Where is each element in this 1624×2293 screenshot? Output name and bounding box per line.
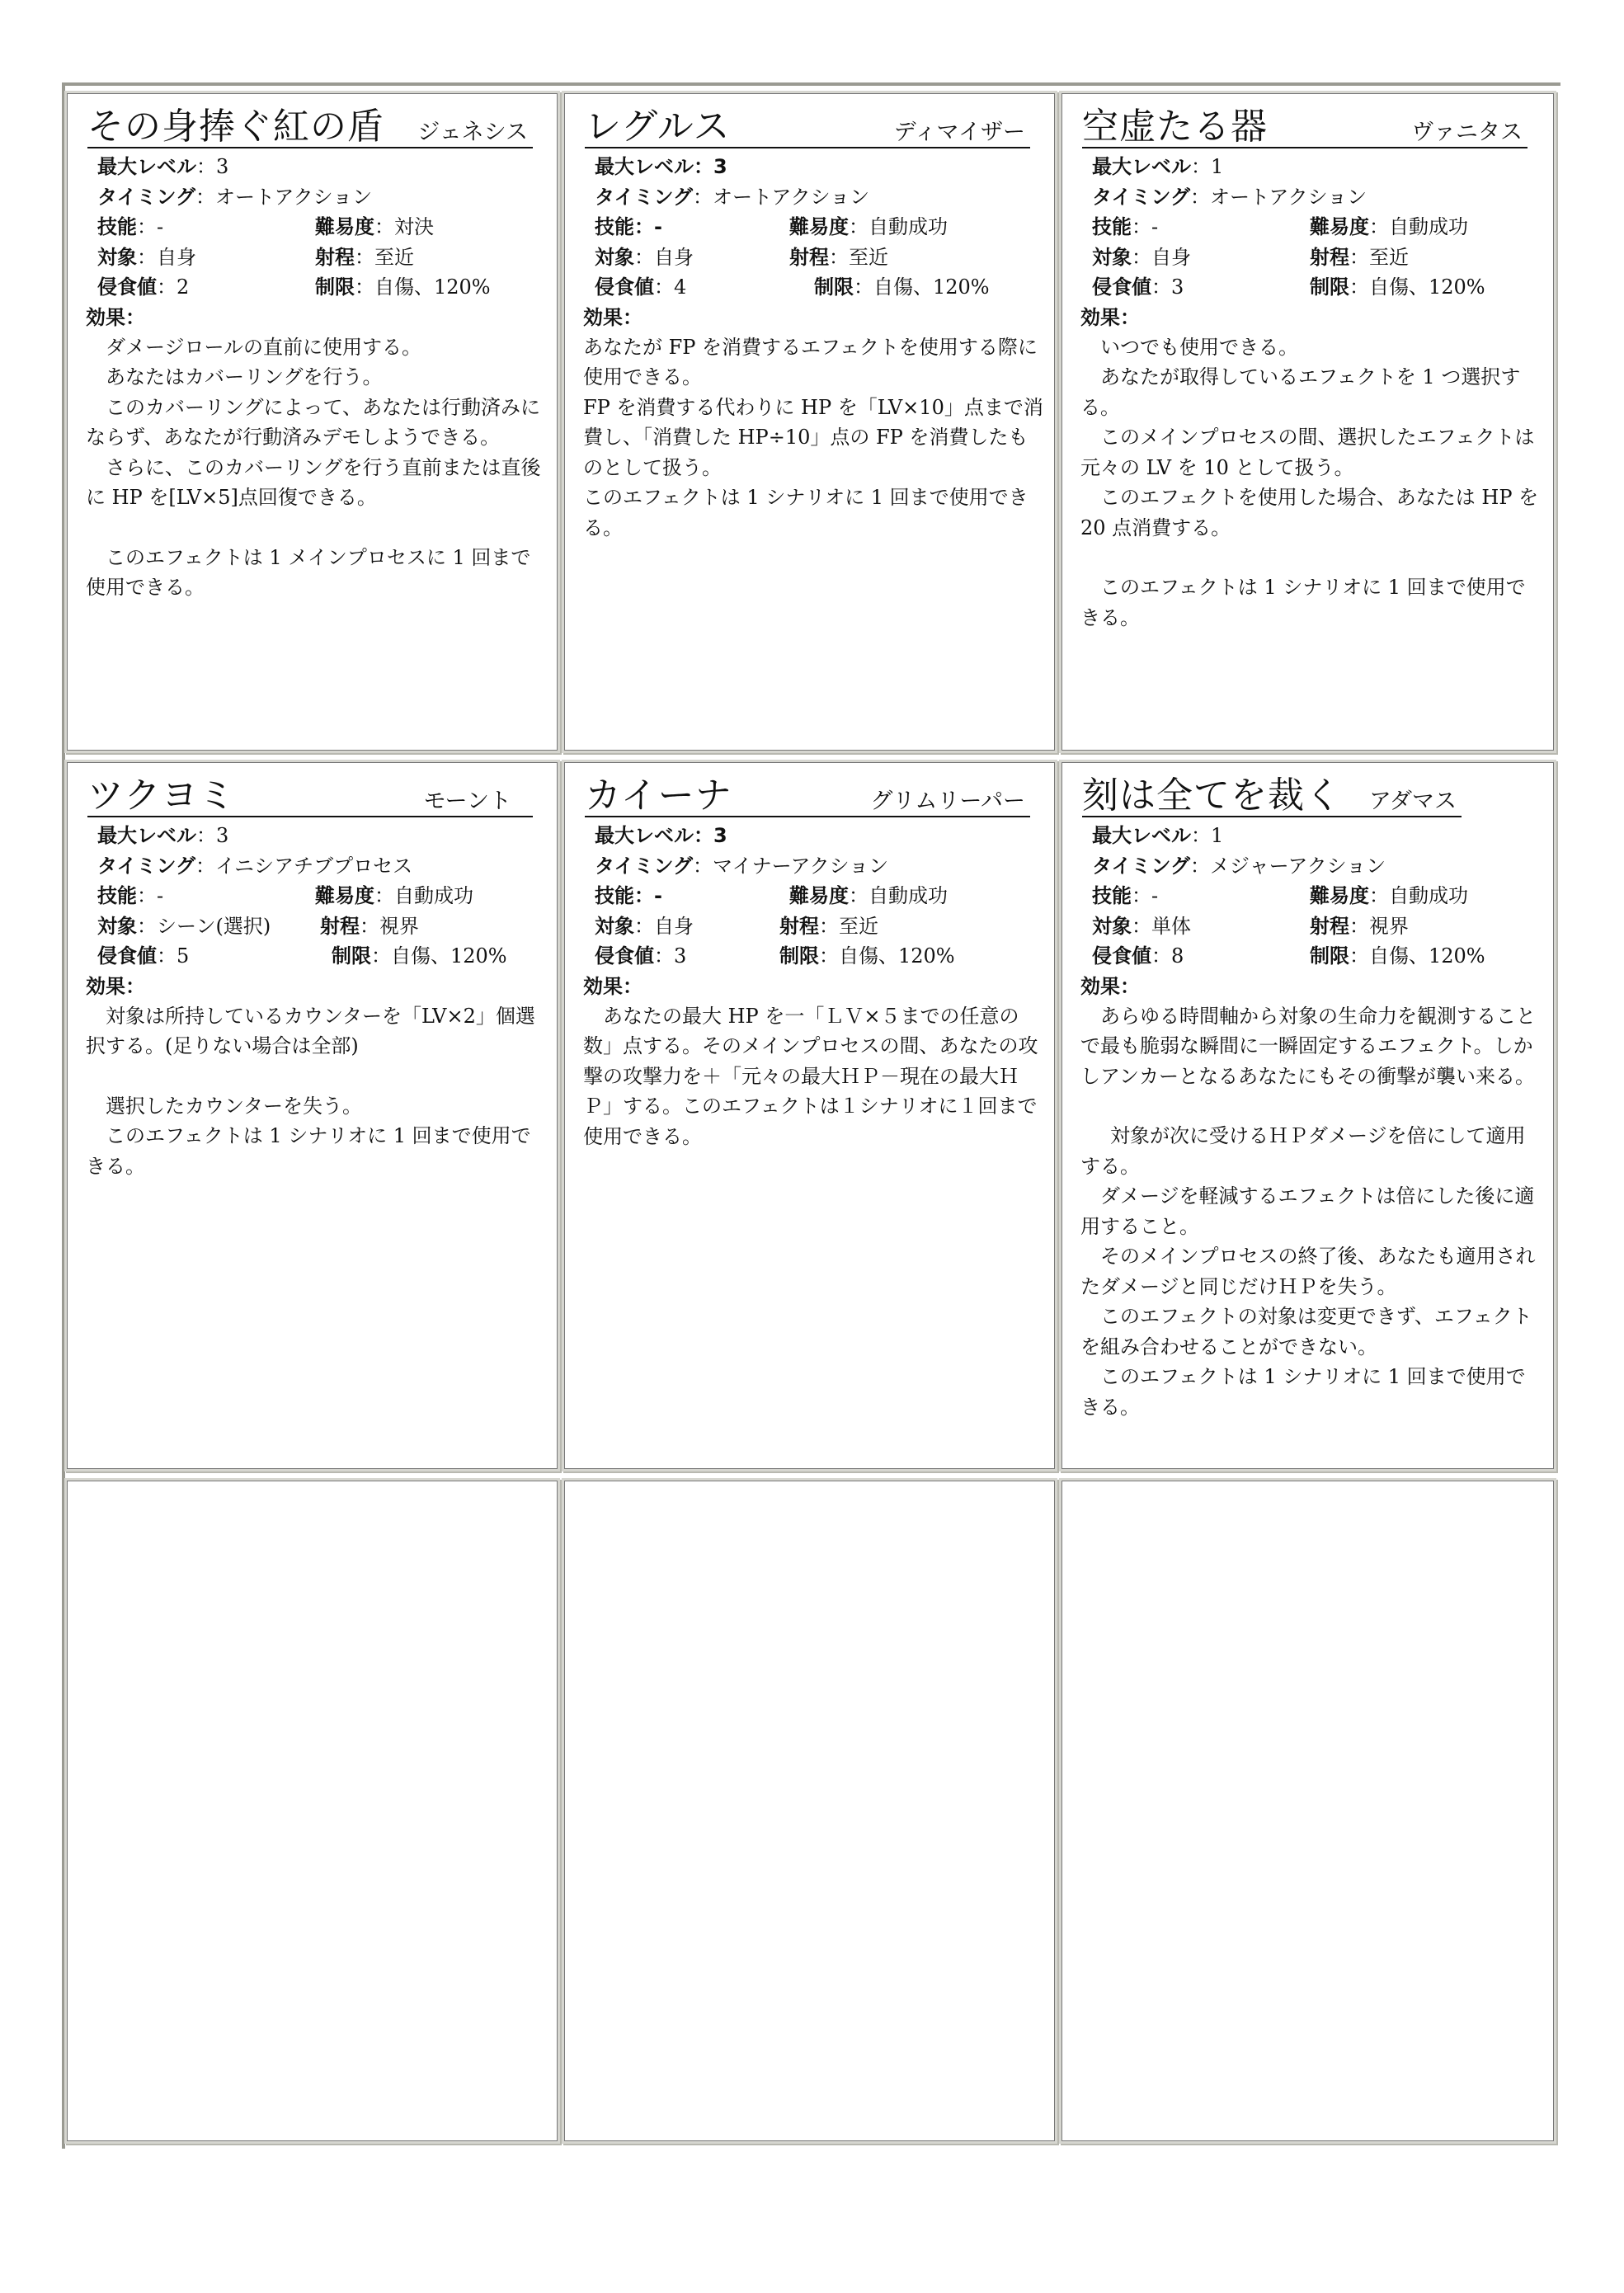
max-level-value: ：3 (196, 824, 229, 847)
skill-value: ：- (634, 884, 662, 907)
card-ruby: ヴァニタス (1411, 120, 1523, 145)
effect-paragraph: ダメージロールの直前に使用する。 (106, 335, 422, 359)
blank-card (1061, 1481, 1554, 2141)
card-stats (97, 821, 542, 972)
range-value: ：至近 (355, 245, 414, 269)
limit-label: 制限 (315, 275, 355, 299)
timing-value: ：イニシアチブプロセス (195, 854, 413, 878)
erosion-value: ：5 (157, 944, 190, 968)
max-level-label: 最大レベル (595, 155, 694, 178)
skill-label: 技能 (97, 215, 137, 238)
effect-paragraph: さらに、このカバーリングを行う直前または直後に HP を[LV×5]点回復できる。 (86, 455, 541, 509)
paragraph-gap (86, 1062, 548, 1091)
difficulty-label: 難易度 (315, 884, 374, 907)
effect-label: 効果： (86, 974, 145, 998)
card-ruby: ジェネシス (417, 120, 528, 145)
card-title-row (87, 106, 533, 148)
effect-paragraph: このエフェクトは 1 シナリオに 1 回まで使用できる。 (1080, 576, 1526, 629)
difficulty-label: 難易度 (789, 215, 849, 238)
max-level-label: 最大レベル (1092, 824, 1191, 847)
target-value: ：自身 (1132, 245, 1191, 269)
erosion-label: 侵食値 (1092, 944, 1151, 968)
max-level-label: 最大レベル (595, 824, 694, 847)
limit-value: ：自傷、120% (1349, 944, 1485, 968)
erosion-label: 侵食値 (595, 275, 654, 299)
skill-label: 技能 (1092, 215, 1132, 238)
effect-label: 効果： (583, 974, 643, 998)
card-stats (97, 152, 542, 303)
target-value: ：シーン(選択) (137, 914, 271, 938)
target-value: ：自身 (634, 245, 694, 269)
difficulty-value: ：自動成功 (849, 215, 948, 238)
target-value: ：自身 (634, 914, 694, 938)
limit-value: ：自傷、120% (1349, 275, 1485, 299)
range-label: 射程 (1310, 245, 1349, 269)
range-label: 射程 (1310, 914, 1349, 938)
target-label: 対象 (595, 914, 634, 938)
effect-text (86, 1001, 548, 1182)
max-level-label: 最大レベル (1092, 155, 1191, 178)
limit-label: 制限 (1310, 275, 1349, 299)
difficulty-label: 難易度 (1310, 215, 1369, 238)
timing-label: タイミング (1092, 185, 1191, 209)
effect-paragraph: いつでも使用できる。 (1100, 335, 1298, 359)
effect-paragraph: このカバーリングによって、あなたは行動済みにならず、あなたが行動済みデモしようできる。 (86, 395, 541, 449)
effect-paragraph: そのメインプロセスの終了後、あなたも適用されたダメージと同じだけＨＰを失う。 (1080, 1245, 1536, 1298)
limit-value: ：自傷、120% (371, 944, 507, 968)
target-label: 対象 (595, 245, 634, 269)
effect-text (583, 332, 1045, 544)
card-ruby: アダマス (1368, 789, 1457, 814)
card-title-row (1082, 775, 1462, 817)
paragraph-gap (1080, 1091, 1542, 1121)
timing-value: ：オートアクション (195, 185, 373, 209)
effect-card-3 (1061, 93, 1554, 751)
timing-value: ：オートアクション (1190, 185, 1367, 209)
skill-value: ：- (1132, 884, 1159, 907)
effect-text (1080, 332, 1542, 633)
card-ruby: グリムリーパー (870, 789, 1025, 814)
skill-value: ：- (1132, 215, 1159, 238)
range-label: 射程 (315, 245, 355, 269)
max-level-label: 最大レベル (97, 155, 196, 178)
timing-value: ：メジャーアクション (1190, 854, 1386, 878)
skill-value: ：- (137, 884, 164, 907)
difficulty-label: 難易度 (1310, 884, 1369, 907)
effect-paragraph: このエフェクトは 1 メインプロセスに 1 回まで使用できる。 (86, 545, 531, 599)
timing-label: タイミング (97, 854, 196, 878)
paragraph-gap (1080, 543, 1542, 572)
effect-paragraph: このエフェクトは 1 シナリオに 1 回まで使用できる。 (86, 1124, 531, 1178)
card-ruby: モーント (423, 789, 511, 814)
range-value: ：至近 (829, 245, 888, 269)
limit-label: 制限 (814, 275, 854, 299)
skill-label: 技能 (595, 215, 634, 238)
range-label: 射程 (779, 914, 819, 938)
card-title-row (585, 106, 1030, 148)
difficulty-value: ：自動成功 (374, 884, 473, 907)
card-name: 刻は全てを裁く (1082, 775, 1342, 817)
timing-label: タイミング (97, 185, 196, 209)
card-title-row (585, 775, 1030, 817)
effect-paragraph: 対象は所持しているカウンターを「LV×2」個選択する。(足りない場合は全部) (86, 1004, 535, 1057)
max-level-value: ：3 (694, 155, 727, 178)
max-level-value: ：1 (1191, 824, 1224, 847)
effect-paragraph: このエフェクトは 1 シナリオに 1 回まで使用できる。 (1080, 1365, 1526, 1419)
effect-card-5 (564, 762, 1055, 1469)
effect-label: 効果： (1080, 305, 1140, 329)
effect-card-1 (67, 93, 558, 751)
range-value: ：視界 (1349, 914, 1409, 938)
difficulty-value: ：自動成功 (849, 884, 948, 907)
effect-text (583, 1001, 1045, 1152)
erosion-value: ：3 (1151, 275, 1184, 299)
max-level-value: ：3 (196, 155, 229, 178)
effect-paragraph: FP を消費する代わりに HP を「LV×10」点まで消費し、「消費した HP÷10」点の FP を消費したものとして扱う。 (583, 395, 1043, 479)
effect-paragraph: 対象が次に受けるＨＰダメージを倍にして適用する。 (1080, 1124, 1526, 1178)
range-value: ：至近 (1349, 245, 1409, 269)
card-title-row (1082, 106, 1528, 148)
card-stats (595, 821, 1039, 972)
limit-value: ：自傷、120% (355, 275, 491, 299)
skill-label: 技能 (595, 884, 634, 907)
card-ruby: ディマイザー (893, 120, 1025, 145)
range-value: ：至近 (819, 914, 878, 938)
effect-paragraph: このメインプロセスの間、選択したエフェクトは元々の LV を 10 として扱う。 (1080, 426, 1535, 479)
max-level-value: ：1 (1191, 155, 1224, 178)
limit-label: 制限 (332, 944, 371, 968)
card-name: その身捧ぐ紅の盾 (87, 106, 384, 148)
effect-paragraph: あなたの最大 HP を一「ＬＶ×５までの任意の数」点する。そのメインプロセスの間、あなたの攻撃の攻撃力を＋「元々の最大ＨＰ－現在の最大ＨＰ」する。このエフェクトは１シナリオに１回まで使用できる。 (583, 1004, 1038, 1148)
card-stats (595, 152, 1039, 303)
effect-paragraph: あらゆる時間軸から対象の生命力を観測することで最も脆弱な瞬間に一瞬固定するエフェクト。しかしアンカーとなるあなたにもその衝撃が襲い来る。 (1080, 1004, 1536, 1088)
difficulty-value: ：対決 (374, 215, 434, 238)
difficulty-label: 難易度 (315, 215, 374, 238)
erosion-value: ：4 (654, 275, 687, 299)
skill-label: 技能 (1092, 884, 1132, 907)
effect-card-6 (1061, 762, 1554, 1469)
erosion-value: ：8 (1151, 944, 1184, 968)
difficulty-label: 難易度 (789, 884, 849, 907)
blank-card (564, 1481, 1055, 2141)
skill-value: ：- (137, 215, 164, 238)
effect-text (86, 332, 548, 603)
target-label: 対象 (97, 914, 137, 938)
effect-paragraph: あなたはカバーリングを行う。 (106, 365, 383, 388)
target-label: 対象 (1092, 245, 1132, 269)
range-label: 射程 (789, 245, 829, 269)
max-level-value: ：3 (694, 824, 727, 847)
card-name: カイーナ (585, 775, 732, 817)
difficulty-value: ：自動成功 (1369, 884, 1468, 907)
erosion-value: ：3 (654, 944, 687, 968)
target-label: 対象 (1092, 914, 1132, 938)
effect-paragraph: このエフェクトを使用した場合、あなたは HP を 20 点消費する。 (1080, 486, 1539, 539)
range-value: ：視界 (360, 914, 419, 938)
erosion-label: 侵食値 (595, 944, 654, 968)
limit-value: ：自傷、120% (819, 944, 955, 968)
effect-paragraph: ダメージを軽減するエフェクトは倍にした後に適用すること。 (1080, 1184, 1535, 1238)
effect-paragraph: このエフェクトの対象は変更できず、エフェクトを組み合わせることができない。 (1080, 1305, 1532, 1358)
timing-label: タイミング (1092, 854, 1191, 878)
timing-value: ：マイナーアクション (693, 854, 889, 878)
target-label: 対象 (97, 245, 137, 269)
target-value: ：単体 (1132, 914, 1191, 938)
effect-card-4 (67, 762, 558, 1469)
target-value: ：自身 (137, 245, 196, 269)
effect-label: 効果： (583, 305, 643, 329)
card-stats (1092, 821, 1538, 972)
range-label: 射程 (320, 914, 360, 938)
effect-text (1080, 1001, 1542, 1423)
skill-label: 技能 (97, 884, 137, 907)
timing-label: タイミング (595, 854, 694, 878)
max-level-label: 最大レベル (97, 824, 196, 847)
card-title-row (87, 775, 533, 817)
effect-paragraph: このエフェクトは 1 シナリオに 1 回まで使用できる。 (583, 486, 1029, 539)
card-name: レグルス (585, 106, 731, 148)
effect-paragraph: 選択したカウンターを失う。 (106, 1094, 363, 1118)
skill-value: ：- (634, 215, 662, 238)
limit-label: 制限 (1310, 944, 1349, 968)
erosion-label: 侵食値 (97, 275, 157, 299)
card-name: 空虚たる器 (1082, 106, 1268, 148)
effect-paragraph: あなたが取得しているエフェクトを 1 つ選択する。 (1080, 365, 1521, 419)
erosion-label: 侵食値 (97, 944, 157, 968)
effect-label: 効果： (86, 305, 145, 329)
effect-card-2 (564, 93, 1055, 751)
effect-paragraph: あなたが FP を消費するエフェクトを使用する際に使用できる。 (583, 335, 1038, 388)
paragraph-gap (86, 513, 548, 543)
erosion-value: ：2 (157, 275, 190, 299)
effect-label: 効果： (1080, 974, 1140, 998)
timing-value: ：オートアクション (693, 185, 870, 209)
timing-label: タイミング (595, 185, 694, 209)
limit-label: 制限 (779, 944, 819, 968)
card-stats (1092, 152, 1538, 303)
difficulty-value: ：自動成功 (1369, 215, 1468, 238)
limit-value: ：自傷、120% (854, 275, 990, 299)
blank-card (67, 1481, 558, 2141)
erosion-label: 侵食値 (1092, 275, 1151, 299)
card-name: ツクヨミ (87, 775, 236, 817)
